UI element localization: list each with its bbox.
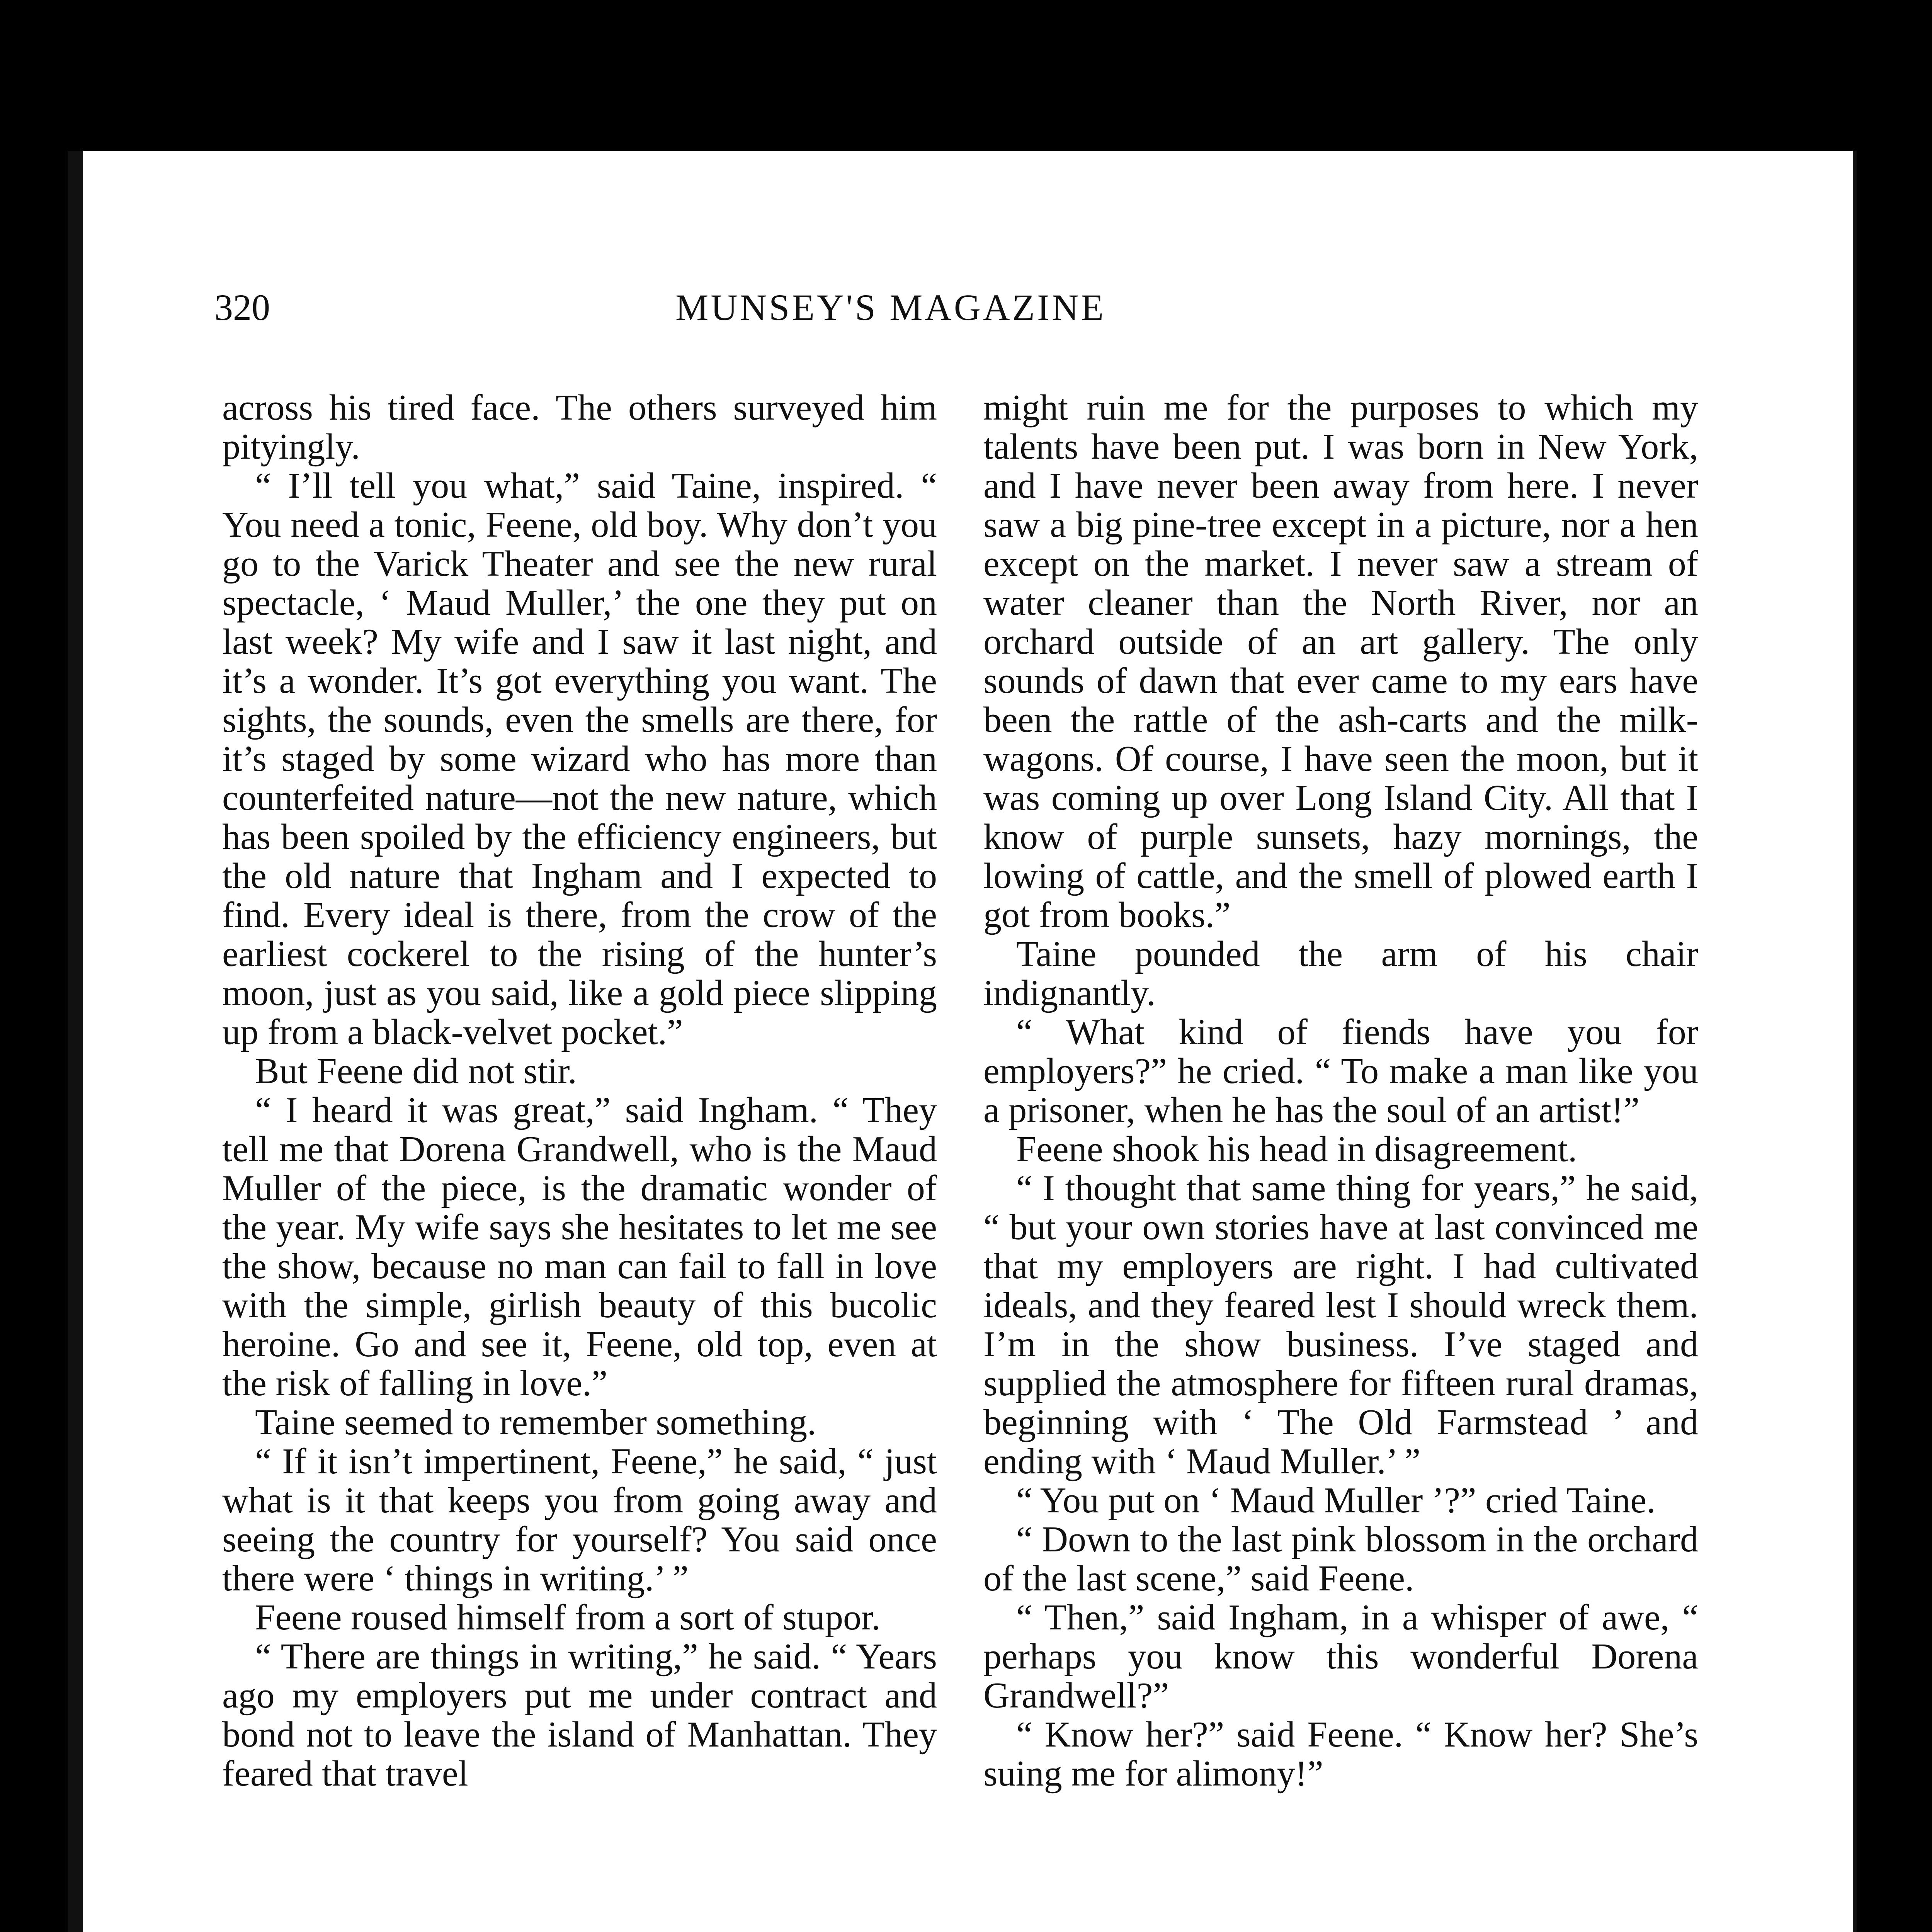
paragraph: “ Then,” said Ingham, in a whisper of awe, “ perhaps you know this wonderful Dorena Grandwell?” — [983, 1597, 1698, 1716]
page-header — [214, 286, 1567, 340]
left-column — [222, 388, 937, 1793]
paragraph: “ I’ll tell you what,” said Taine, inspired. “ You need a tonic, Feene, old boy. Why don’t you go to the Varick Theater and see the new rural spectacle, ‘ Maud Muller,’ the one they put on last week? My wife and I saw it last night, and it’s a wonder. It’s got everything you want. The sights, the sounds, even the smells are there, for it’s staged by some wizard who has more than counterfeited nature—not the new nature, which has been spoiled by the efficiency engineers, but the old nature that Ingham and I expected to find. Every ideal is there, from the crow of the earliest cockerel to the rising of the hunter’s moon, just as you said, like a gold piece slipping up from a black-velvet pocket.” — [222, 466, 937, 1052]
paragraph: Taine pounded the arm of his chair indignantly. — [983, 934, 1698, 1013]
paragraph: “ Know her?” said Feene. “ Know her? She’s suing me for alimony!” — [983, 1714, 1698, 1794]
paragraph: “ You put on ‘ Maud Muller ’?” cried Taine. — [1016, 1480, 1656, 1520]
paragraph: “ What kind of fiends have you for employers?” he cried. “ To make a man like you a prisoner, when he has the soul of an artist!” — [983, 1012, 1698, 1130]
paragraph: “ If it isn’t impertinent, Feene,” he said, “ just what is it that keeps you from going away and seeing the country for yourself? You said once there were ‘ things in writing.’ ” — [222, 1441, 937, 1599]
paragraph: Feene roused himself from a sort of stupor. — [255, 1597, 881, 1638]
paragraph: “ I thought that same thing for years,” he said, “ but your own stories have at last convinced me that my employers are right. I had cultivated ideals, and they feared lest I should wreck them. I’m in the show business. I’ve staged and supplied the atmosphere for fifteen rural dramas, beginning with ‘ The Old Farmstead ’ and ending with ‘ Maud Muller.’ ” — [983, 1168, 1698, 1481]
magazine-page — [68, 151, 1857, 1932]
right-column — [983, 388, 1698, 1793]
paragraph: “ Down to the last pink blossom in the orchard of the last scene,” said Feene. — [983, 1519, 1698, 1599]
running-title: MUNSEY'S MAGAZINE — [675, 287, 1106, 328]
paragraph: might ruin me for the purposes to which my talents have been put. I was born in New York, and I have never been away from here. I never saw a big pine-tree except in a picture, nor a hen except on the market. I never saw a stream of water cleaner than the North River, nor an orchard outside of an art gallery. The only sounds of dawn that ever came to my ears have been the rattle of the ash-carts and the milk-wagons. Of course, I have seen the moon, but it was coming up over Long Island City. All that I know of purple sunsets, hazy mornings, the lowing of cattle, and the smell of plowed earth I got from books.” — [983, 388, 1698, 935]
paragraph: “ I heard it was great,” said Ingham. “ They tell me that Dorena Grandwell, who is the Maud Muller of the piece, is the dramatic wonder of the year. My wife says she hesitates to let me see the show, because no man can fail to fall in love with the simple, girlish beauty of this bucolic heroine. Go and see it, Feene, old top, even at the risk of falling in love.” — [222, 1090, 937, 1403]
page-number: 320 — [214, 287, 270, 328]
paragraph: across his tired face. The others surveyed him pityingly. — [222, 388, 937, 467]
page-edge-left — [68, 151, 83, 1932]
paragraph: Feene shook his head in disagreement. — [1016, 1129, 1577, 1169]
paragraph: “ There are things in writing,” he said. “ Years ago my employers put me under contract and bond not to leave the island of Manhattan. They feared that travel — [222, 1636, 937, 1794]
page-edge-right — [1853, 151, 1857, 1932]
paragraph: Taine seemed to remember something. — [255, 1402, 816, 1442]
paragraph: But Feene did not stir. — [255, 1051, 577, 1091]
